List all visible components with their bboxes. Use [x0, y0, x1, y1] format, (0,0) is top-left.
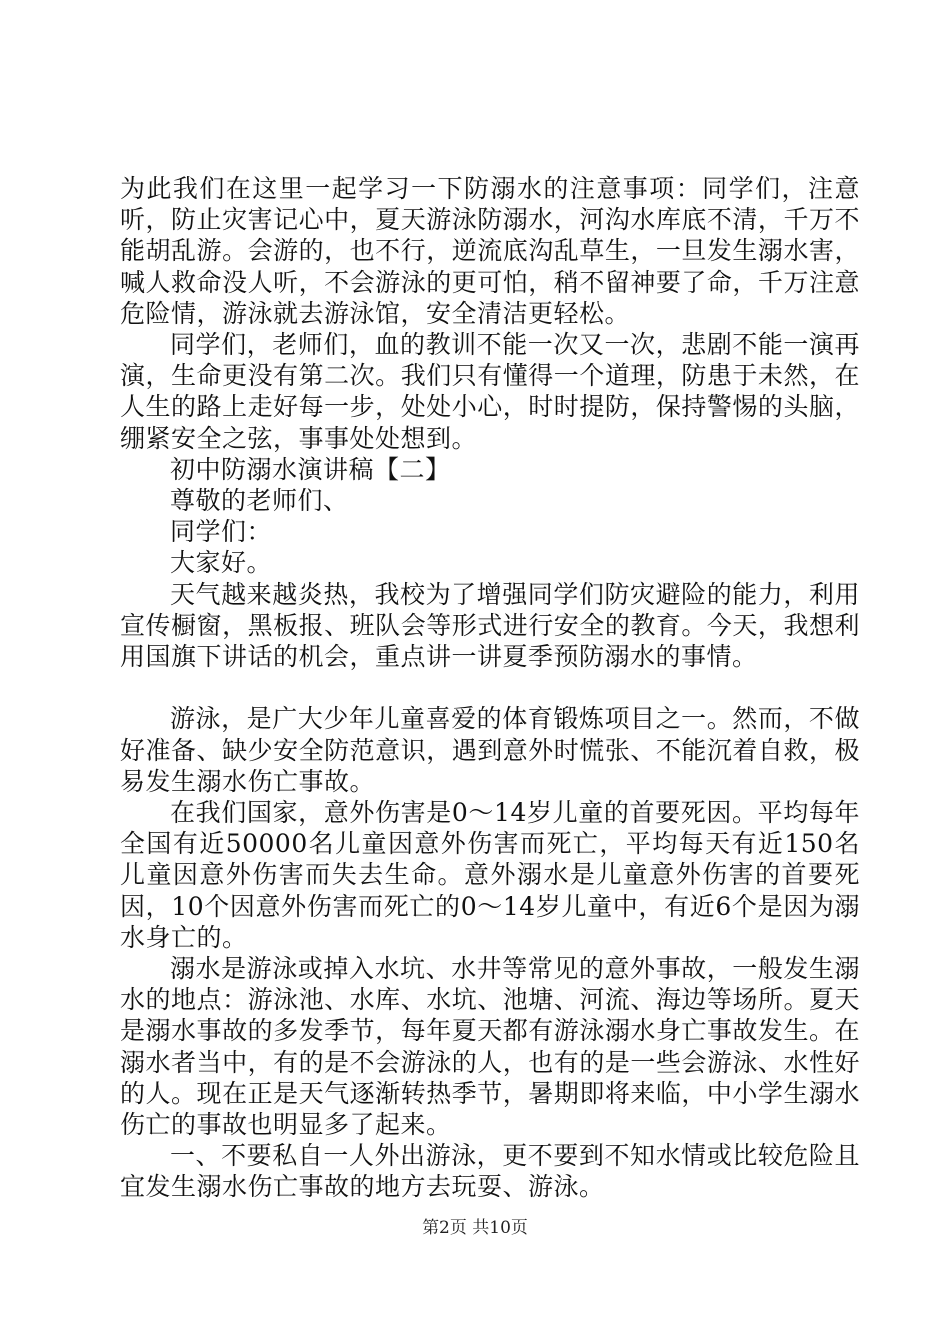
- paragraph-statistics: 在我们国家，意外伤害是0～14岁儿童的首要死因。平均每年全国有近50000名儿童因意外伤害而死亡，平均每天有近150名儿童因意外伤害而失去生命。意外溺水是儿童意外伤害的首要死因，10个因意外伤害而死亡的0～14岁儿童中，有近6个是因为溺水身亡的。: [120, 798, 860, 952]
- paragraph-swimming-rhyme: 为此我们在这里一起学习一下防溺水的注意事项：同学们，注意听，防止灾害记心中，夏天游泳防溺水，河沟水库底不清，千万不能胡乱游。会游的，也不行，逆流底沟乱草生，一旦发生溺水害，喊人救命没人听，不会游泳的更可怕，稍不留神要了命，千万注意危险情，游泳就去游泳馆，安全清洁更轻松。: [120, 174, 860, 328]
- greeting: 大家好。: [170, 548, 273, 578]
- speech-title: 初中防溺水演讲稿【二】: [170, 454, 451, 484]
- paragraph-drowning-places: 溺水是游泳或掉入水坑、水井等常见的意外事故，一般发生溺水的地点：游泳池、水库、水坑、池塘、河流、海边等场所。夏天是溺水事故的多发季节，每年夏天都有游泳溺水身亡事故发生。在溺水者当中，有的是不会游泳的人，也有的是一些会游泳、水性好的人。现在正是天气逐渐转热季节，暑期即将来临，中小学生溺水伤亡的事故也明显多了起来。: [120, 954, 860, 1140]
- page-number: 第2页 共10页: [422, 1218, 528, 1238]
- paragraph-intro: 天气越来越炎热，我校为了增强同学们防灾避险的能力，利用宣传橱窗，黑板报、班队会等形式进行安全的教育。今天，我想利用国旗下讲话的机会，重点讲一讲夏季预防溺水的事情。: [120, 579, 860, 672]
- paragraph-swimming: 游泳，是广大少年儿童喜爱的体育锻炼项目之一。然而，不做好准备、缺少安全防范意识，遇到意外时慌张、不能沉着自救，极易发生溺水伤亡事故。: [120, 704, 860, 796]
- document-body: [120, 173, 860, 1203]
- paragraph-lesson: 同学们，老师们，血的教训不能一次又一次，悲剧不能一演再演，生命更没有第二次。我们只有懂得一个道理，防患于未然，在人生的路上走好每一步，处处小心，时时提防，保持警惕的头脑，绷紧安全之弦，事事处处想到。: [120, 330, 860, 453]
- salutation-students: 同学们：: [170, 517, 273, 547]
- paragraph-rule-one: 一、不要私自一人外出游泳，更不要到不知水情或比较危险且宜发生溺水伤亡事故的地方去玩耍、游泳。: [120, 1141, 860, 1202]
- salutation-teachers: 尊敬的老师们、: [170, 486, 349, 516]
